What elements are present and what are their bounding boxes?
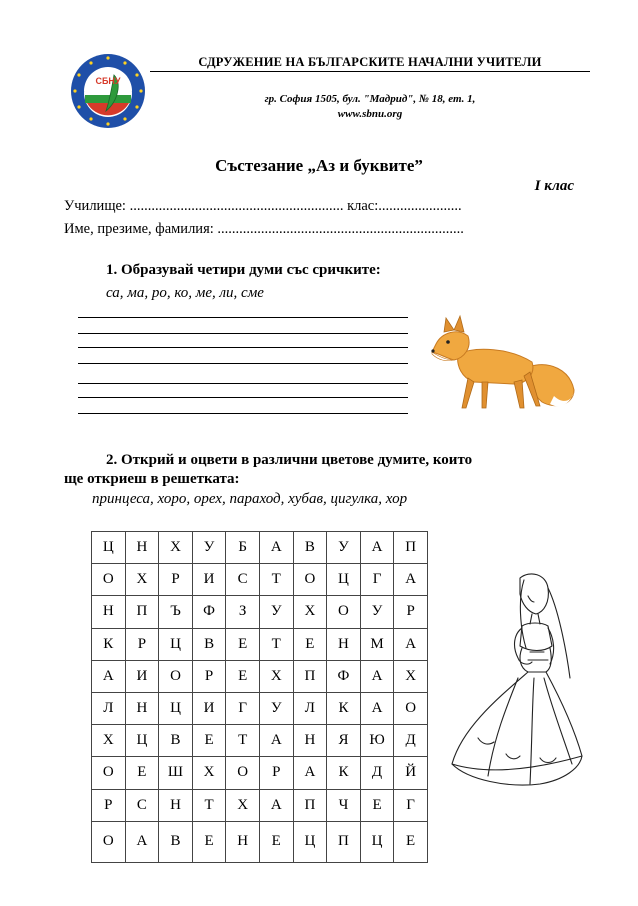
grid-cell[interactable]: Н [125, 532, 159, 564]
organization-website: www.sbnu.org [337, 108, 403, 120]
grid-row [92, 628, 428, 660]
grid-cell[interactable]: В [159, 821, 193, 862]
grid-cell[interactable]: П [125, 596, 159, 628]
grid-cell[interactable]: Г [226, 692, 260, 724]
grid-cell[interactable]: Р [192, 660, 226, 692]
answer-line[interactable] [78, 397, 408, 398]
grid-row [92, 789, 428, 821]
grid-cell[interactable]: Т [259, 628, 293, 660]
grid-cell[interactable]: О [92, 564, 126, 596]
grid-cell[interactable]: П [394, 532, 428, 564]
grid-row [92, 757, 428, 789]
grid-cell[interactable]: Ъ [159, 596, 193, 628]
grid-cell[interactable]: Б [226, 532, 260, 564]
answer-line[interactable] [78, 333, 408, 334]
grid-cell[interactable]: Л [92, 692, 126, 724]
grid-cell[interactable]: У [360, 596, 394, 628]
grid-cell[interactable]: А [92, 660, 126, 692]
grid-cell[interactable]: Н [159, 789, 193, 821]
grid-cell[interactable]: Р [159, 564, 193, 596]
grid-cell[interactable]: Ф [192, 596, 226, 628]
answer-line[interactable] [78, 383, 408, 384]
grid-cell[interactable]: Д [394, 725, 428, 757]
grade-label: I клас [534, 178, 574, 194]
fox-illustration [428, 312, 576, 412]
name-field[interactable]: Име, презиме, фамилия: .................................................................... [64, 221, 464, 237]
grid-row [92, 660, 428, 692]
grid-cell[interactable]: Ц [327, 564, 361, 596]
princess-illustration [448, 568, 584, 790]
grid-cell[interactable]: Ф [327, 660, 361, 692]
grid-cell[interactable]: И [192, 564, 226, 596]
grid-cell[interactable]: А [293, 757, 327, 789]
grid-cell[interactable]: О [394, 692, 428, 724]
grid-cell[interactable]: Ц [125, 725, 159, 757]
grid-cell[interactable]: Е [293, 628, 327, 660]
grid-cell[interactable]: Ч [327, 789, 361, 821]
grid-cell[interactable]: А [259, 789, 293, 821]
grid-cell[interactable]: Я [327, 725, 361, 757]
grid-cell[interactable]: М [360, 628, 394, 660]
grid-cell[interactable]: У [327, 532, 361, 564]
grid-cell[interactable]: Н [125, 692, 159, 724]
word-search-grid [91, 531, 428, 863]
grid-cell[interactable]: Е [360, 789, 394, 821]
grid-cell[interactable]: У [259, 596, 293, 628]
grid-cell[interactable]: Д [360, 757, 394, 789]
grid-cell[interactable]: Ц [159, 628, 193, 660]
grid-cell[interactable]: Ц [92, 532, 126, 564]
grid-cell[interactable]: Х [226, 789, 260, 821]
grid-cell[interactable]: К [327, 757, 361, 789]
grid-cell[interactable]: О [293, 564, 327, 596]
grid-cell[interactable]: П [293, 789, 327, 821]
grid-cell[interactable]: О [327, 596, 361, 628]
grid-cell[interactable]: Н [92, 596, 126, 628]
grid-cell[interactable]: Т [192, 789, 226, 821]
grid-row [92, 692, 428, 724]
grid-cell[interactable]: Р [259, 757, 293, 789]
answer-line[interactable] [78, 413, 408, 414]
grid-cell[interactable]: П [293, 660, 327, 692]
grid-cell[interactable]: А [125, 821, 159, 862]
grid-cell[interactable]: Ш [159, 757, 193, 789]
grid-row [92, 821, 428, 862]
grid-cell[interactable]: Е [125, 757, 159, 789]
header-divider [150, 71, 590, 72]
grid-cell[interactable]: О [159, 660, 193, 692]
grid-cell[interactable]: Е [259, 821, 293, 862]
grid-cell[interactable]: К [327, 692, 361, 724]
grid-cell[interactable]: О [92, 821, 126, 862]
grid-cell[interactable]: Х [192, 757, 226, 789]
grid-row [92, 596, 428, 628]
grid-cell[interactable]: Т [226, 725, 260, 757]
grid-cell[interactable]: А [259, 532, 293, 564]
grid-cell[interactable]: Н [226, 821, 260, 862]
grid-cell[interactable]: А [360, 660, 394, 692]
logo-text: СБНУ [95, 76, 121, 86]
grid-cell[interactable]: П [327, 821, 361, 862]
organization-logo [70, 53, 146, 129]
grid-cell[interactable]: Р [92, 789, 126, 821]
grid-cell[interactable]: А [259, 725, 293, 757]
page-title: Състезание „Аз и буквите” [215, 156, 423, 175]
grid-cell[interactable]: Е [226, 628, 260, 660]
grid-cell[interactable]: З [226, 596, 260, 628]
grid-cell[interactable]: С [226, 564, 260, 596]
grid-cell[interactable]: Х [159, 532, 193, 564]
grid-cell[interactable]: Й [394, 757, 428, 789]
grid-cell[interactable]: Ц [293, 821, 327, 862]
grid-row [92, 532, 428, 564]
grid-cell[interactable]: Е [192, 725, 226, 757]
grid-cell[interactable]: А [360, 532, 394, 564]
grid-cell[interactable]: Т [259, 564, 293, 596]
task2-title-line1: 2. Открий и оцвети в различни цветове думите, които [106, 452, 473, 468]
grid-cell[interactable]: А [360, 692, 394, 724]
task2-words: принцеса, хоро, орех, параход, хубав, цигулка, хор [92, 491, 408, 507]
grid-cell[interactable]: Е [226, 660, 260, 692]
grid-cell[interactable]: Ц [360, 821, 394, 862]
grid-cell[interactable]: А [394, 628, 428, 660]
task1-syllables: са, ма, ро, ко, ме, ли, сме [106, 285, 264, 301]
task2-title-line2: ще откриеш в решетката: [64, 471, 240, 487]
grid-cell[interactable]: Н [293, 725, 327, 757]
grid-cell[interactable]: Р [125, 628, 159, 660]
school-field[interactable]: Училище: ........................................................... клас:....................... [64, 198, 462, 214]
answer-line[interactable] [78, 317, 408, 318]
grid-cell[interactable]: Н [327, 628, 361, 660]
grid-cell[interactable]: Х [394, 660, 428, 692]
grid-cell[interactable]: И [125, 660, 159, 692]
grid-cell[interactable]: Х [259, 660, 293, 692]
grid-cell[interactable]: Г [360, 564, 394, 596]
grid-cell[interactable]: В [192, 628, 226, 660]
grid-cell[interactable]: А [394, 564, 428, 596]
answer-line[interactable] [78, 363, 408, 364]
grid-cell[interactable]: В [159, 725, 193, 757]
organization-name: СДРУЖЕНИЕ НА БЪЛГАРСКИТЕ НАЧАЛНИ УЧИТЕЛИ [198, 55, 542, 69]
grid-cell[interactable]: Л [293, 692, 327, 724]
task1-title: 1. Образувай четири думи със сричките: [106, 262, 381, 278]
grid-cell[interactable]: Е [394, 821, 428, 862]
grid-cell[interactable]: Г [394, 789, 428, 821]
grid-cell[interactable]: К [92, 628, 126, 660]
grid-cell[interactable]: У [259, 692, 293, 724]
grid-cell[interactable]: Х [92, 725, 126, 757]
grid-row [92, 725, 428, 757]
grid-row [92, 564, 428, 596]
grid-cell[interactable]: Ю [360, 725, 394, 757]
grid-cell[interactable]: Е [192, 821, 226, 862]
grid-cell[interactable]: В [293, 532, 327, 564]
grid-cell[interactable]: Р [394, 596, 428, 628]
grid-cell[interactable]: О [92, 757, 126, 789]
grid-cell[interactable]: Ц [159, 692, 193, 724]
grid-cell[interactable]: Х [125, 564, 159, 596]
grid-cell[interactable]: У [192, 532, 226, 564]
grid-cell[interactable]: С [125, 789, 159, 821]
grid-cell[interactable]: И [192, 692, 226, 724]
organization-address: гр. София 1505, бул. "Мадрид", № 18, ет. 1, [264, 93, 476, 105]
grid-cell[interactable]: О [226, 757, 260, 789]
grid-cell[interactable]: Х [293, 596, 327, 628]
answer-line[interactable] [78, 347, 408, 348]
